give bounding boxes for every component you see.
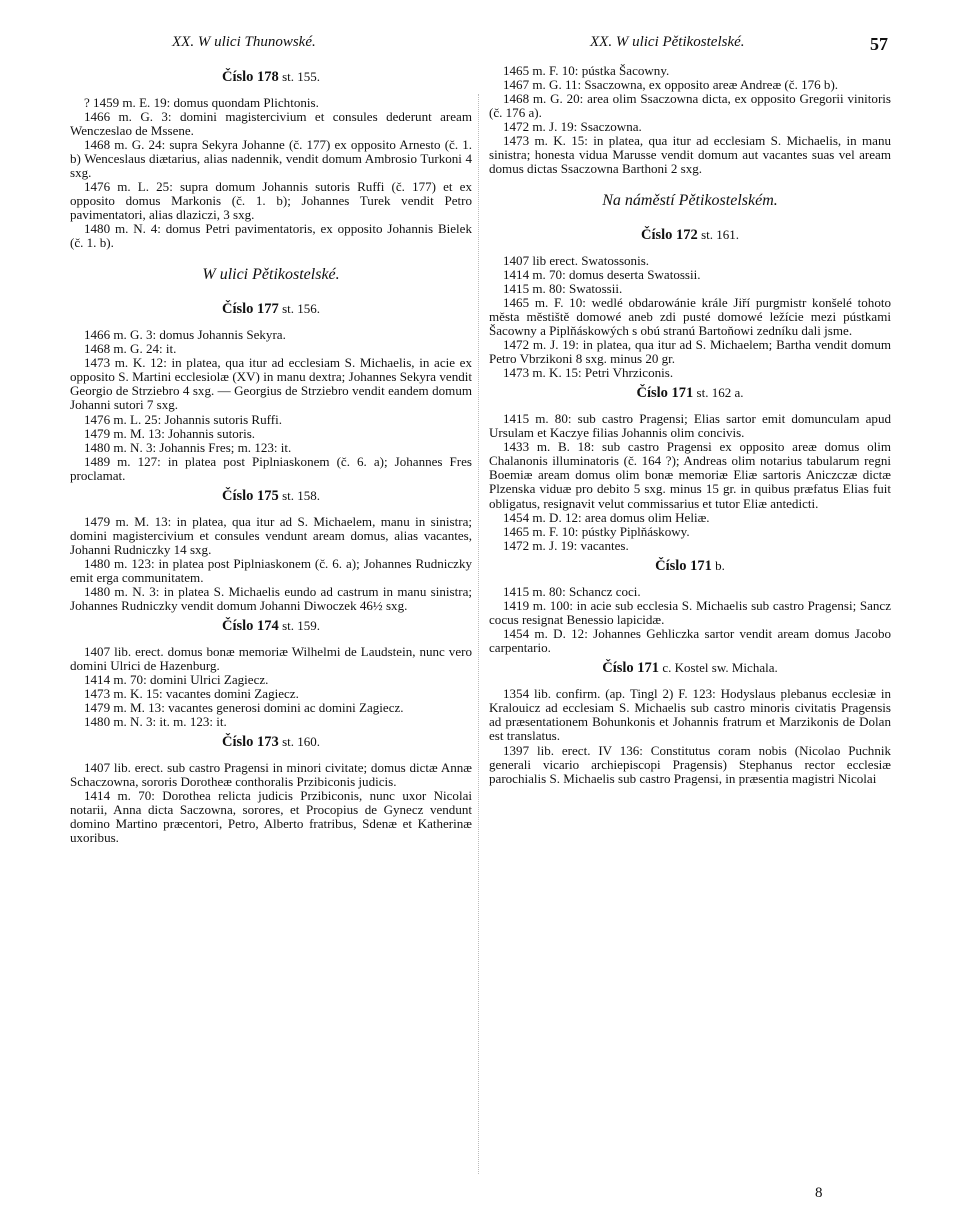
record-entry: 1466 m. G. 3: domini magistercivium et consules dederunt aream Wenczeslao de Mssene. bbox=[70, 109, 472, 139]
record-entry: 1354 lib. confirm. (ap. Tingl 2) F. 123: Hodyslaus plebanus ecclesiæ in Kralouicz ad ecclesiam S. Michaelis sub castro minoris civitatis Pragensis ad præsentationem Bohunkonis et Johannis fratrum et Marzikonis de Dolan est translatus. bbox=[489, 686, 891, 744]
section-heading bbox=[489, 661, 891, 675]
record-entry: 1479 m. M. 13: in platea, qua itur ad S. Michaelem, manu in sinistra; domini magistercivium et consules vendunt aream domus, alias vacantes, Johanni Rudniczky 14 sxg. bbox=[70, 514, 472, 558]
record-entry: 1468 m. G. 20: area olim Ssaczowna dicta, ex opposito Gregorii vinitoris (č. 176 a). bbox=[489, 91, 891, 121]
section-heading bbox=[70, 489, 472, 503]
record-entry: 1480 m. N. 3: Johannis Fres; m. 123: it. bbox=[84, 440, 292, 455]
heading-number: Číslo 171 bbox=[655, 558, 712, 574]
record-entry: 1479 m. M. 13: vacantes generosi domini ac domini Zagiecz. bbox=[84, 700, 404, 715]
street-title: Na náměstí Pětikostelském. bbox=[602, 192, 778, 209]
record-entry: 1467 m. G. 11: Ssaczowna, ex opposito areæ Andreæ (č. 176 b). bbox=[503, 77, 839, 92]
record-entry: 1480 m. N. 3: in platea S. Michaelis eundo ad castrum in manu sinistra; Johannes Rudniczky vendit domum Johanni Diwoczek 46½ sxg. bbox=[70, 584, 472, 614]
record-entry: 1454 m. D. 12: Johannes Gehliczka sartor vendit aream domus Jacobo carpentario. bbox=[489, 626, 891, 656]
heading-st: c. Kostel sw. Michala. bbox=[659, 660, 778, 675]
record-entry: 1480 m. N. 4: domus Petri pavimentatoris, ex opposito Johannis Bielek (č. 1. b). bbox=[70, 221, 472, 251]
section-heading bbox=[70, 302, 472, 316]
record-entry: 1476 m. L. 25: supra domum Johannis sutoris Ruffi (č. 177) et ex opposito domus Markonis (č. 1. b); Johannes Turek vendit Petro pavimentatori, alias dlaziczi, 3 sxg. bbox=[70, 179, 472, 223]
heading-st: st. 155. bbox=[278, 69, 320, 84]
record-entry: 1468 m. G. 24: supra Sekyra Johanne (č. 177) ex opposito Arnesto (č. 1. b) Wenceslaus diætarius, alias nadennik, vendit domum Ambrosio Turkoni 4 sxg. bbox=[70, 137, 472, 181]
heading-number: Číslo 177 bbox=[222, 301, 279, 317]
record-entry: 1468 m. G. 24: it. bbox=[84, 341, 177, 356]
heading-st: b. bbox=[711, 558, 725, 573]
record-entry: 1473 m. K. 15: Petri Vhrziconis. bbox=[503, 365, 674, 380]
record-entry: 1480 m. N. 3: it. m. 123: it. bbox=[84, 714, 227, 729]
record-entry: 1407 lib. erect. domus bonæ memoriæ Wilhelmi de Laudstein, nunc vero domini Ulrici de Hazenburg. bbox=[70, 644, 472, 674]
heading-number: Číslo 172 bbox=[641, 227, 698, 243]
record-entry: 1414 m. 70: domini Ulrici Zagiecz. bbox=[84, 672, 269, 687]
heading-number: Číslo 175 bbox=[222, 488, 279, 504]
section-heading bbox=[489, 228, 891, 242]
heading-st: st. 162 a. bbox=[693, 385, 744, 400]
page-number: 57 bbox=[870, 34, 888, 54]
heading-st: st. 158. bbox=[278, 488, 320, 503]
record-entry: 1407 lib erect. Swatossonis. bbox=[503, 253, 650, 268]
section-heading bbox=[70, 735, 472, 749]
column-divider bbox=[478, 94, 479, 1174]
running-head-left: XX. W ulici Thunowské. bbox=[172, 34, 316, 50]
heading-st: st. 160. bbox=[278, 734, 320, 749]
signature-mark: 8 bbox=[815, 1185, 823, 1201]
record-entry: 1414 m. 70: Dorothea relicta judicis Przibiconis, nunc uxor Nicolai notarii, Anna dicta Saczowna, sorores, et Procopius de Gynecz vendunt domino Martino præcentori, Petro, Alberto fratribus, Sdenæ et Katherinæ uxoribus. bbox=[70, 788, 472, 846]
heading-number: Číslo 173 bbox=[222, 734, 279, 750]
record-entry: 1473 m. K. 15: in platea, qua itur ad ecclesiam S. Michaelis, in manu sinistra; honesta vidua Marusse vendit domum aut vacantes suas vel aream domus dictas Ssaczowna Barthoni 2 sxg. bbox=[489, 133, 891, 177]
street-title: W ulici Pětikostelské. bbox=[202, 266, 340, 283]
record-entry: 1473 m. K. 15: vacantes domini Zagiecz. bbox=[84, 686, 299, 701]
record-entry: 1414 m. 70: domus deserta Swatossii. bbox=[503, 267, 701, 282]
section-heading bbox=[70, 619, 472, 633]
record-entry: 1473 m. K. 12: in platea, qua itur ad ecclesiam S. Michaelis, in acie ex opposito S. Martini ecclesiolæ (XV) in manu dextra; Johannes Sekyra vendit Georgio de Strziebro 4 sxg. — Georgius de Strziebro vendit eandem domum Johanni sutori 7 sxg. bbox=[70, 355, 472, 413]
record-entry: 1480 m. 123: in platea post Piplniaskonem (č. 6. a); Johannes Rudniczky emit erga communitatem. bbox=[70, 556, 472, 586]
heading-st: st. 159. bbox=[278, 618, 320, 633]
running-head-right: XX. W ulici Pětikostelské. bbox=[590, 34, 745, 50]
section-heading bbox=[489, 559, 891, 573]
record-entry: 1465 m. F. 10: wedlé obdarowánie krále Jiří purgmistr konšelé tohoto města městiště domowé aneb zdi pusté domowé ležície mezi pústkami Šacowny a Piplňáskowých s obú stranú Bartoňowi zedníku dali jsme. bbox=[489, 295, 891, 339]
section-heading bbox=[489, 386, 891, 400]
record-entry: 1415 m. 80: sub castro Pragensi; Elias sartor emit domunculam apud Ursulam et Kaczye filias Johannis olim concivis. bbox=[489, 411, 891, 441]
record-entry: 1415 m. 80: Schancz coci. bbox=[503, 584, 641, 599]
record-entry: 1433 m. B. 18: sub castro Pragensi ex opposito areæ domus olim Chalanonis illuminatoris (č. 164 ?); Andreas olim notarius tabularum regni Boemiæ aream domus olim bonæ memoriæ Eliæ sartoris Aniczczæ dictæ Plzenska viduæ pro debito 5 sxg. minus 15 gr. in quibus præfatus Elias fuit obligatus, resignavit velut commissarius et tutor Eliæ antedicti. bbox=[489, 439, 891, 511]
record-entry: 1454 m. D. 12: area domus olim Heliæ. bbox=[503, 510, 710, 525]
heading-number: Číslo 174 bbox=[222, 618, 279, 634]
record-entry: 1397 lib. erect. IV 136: Constitutus coram nobis (Nicolao Puchnik generali vicario archiepiscopi Pragensis) Stephanus rector ecclesiæ parochialis S. Michaelis sub castro Pragensi, in præsentia magistri Nicolai bbox=[489, 743, 891, 787]
heading-number: Číslo 178 bbox=[222, 69, 279, 85]
record-entry: 1419 m. 100: in acie sub ecclesia S. Michaelis sub castro Pragensi; Sancz cocus resignat Benessio lapicidæ. bbox=[489, 598, 891, 628]
record-entry: 1415 m. 80: Swatossii. bbox=[503, 281, 623, 296]
heading-number: Číslo 171 bbox=[636, 385, 694, 401]
heading-st: st. 156. bbox=[278, 301, 320, 316]
section-heading bbox=[70, 70, 472, 84]
record-entry: 1465 m. F. 10: pústka Šacowny. bbox=[503, 63, 670, 78]
record-entry: 1466 m. G. 3: domus Johannis Sekyra. bbox=[84, 327, 286, 342]
heading-number: Číslo 171 bbox=[602, 660, 660, 676]
record-entry: 1472 m. J. 19: Ssaczowna. bbox=[503, 119, 642, 134]
record-entry: 1489 m. 127: in platea post Piplniaskonem (č. 6. a); Johannes Fres proclamat. bbox=[70, 454, 472, 484]
record-entry: 1476 m. L. 25: Johannis sutoris Ruffi. bbox=[84, 412, 283, 427]
record-entry: ? 1459 m. E. 19: domus quondam Plichtonis. bbox=[84, 95, 319, 110]
record-entry: 1472 m. J. 19: in platea, qua itur ad S. Michaelem; Bartha vendit domum Petro Vbrzikoni 8 sxg. minus 20 gr. bbox=[489, 337, 891, 367]
record-entry: 1407 lib. erect. sub castro Pragensi in minori civitate; domus dictæ Annæ Schaczowna, sororis Dorotheæ conthoralis Przibiconis judicis. bbox=[70, 760, 472, 790]
heading-st: st. 161. bbox=[697, 227, 739, 242]
record-entry: 1479 m. M. 13: Johannis sutoris. bbox=[84, 426, 256, 441]
record-entry: 1465 m. F. 10: pústky Piplňáskowy. bbox=[503, 524, 690, 539]
record-entry: 1472 m. J. 19: vacantes. bbox=[503, 538, 629, 553]
